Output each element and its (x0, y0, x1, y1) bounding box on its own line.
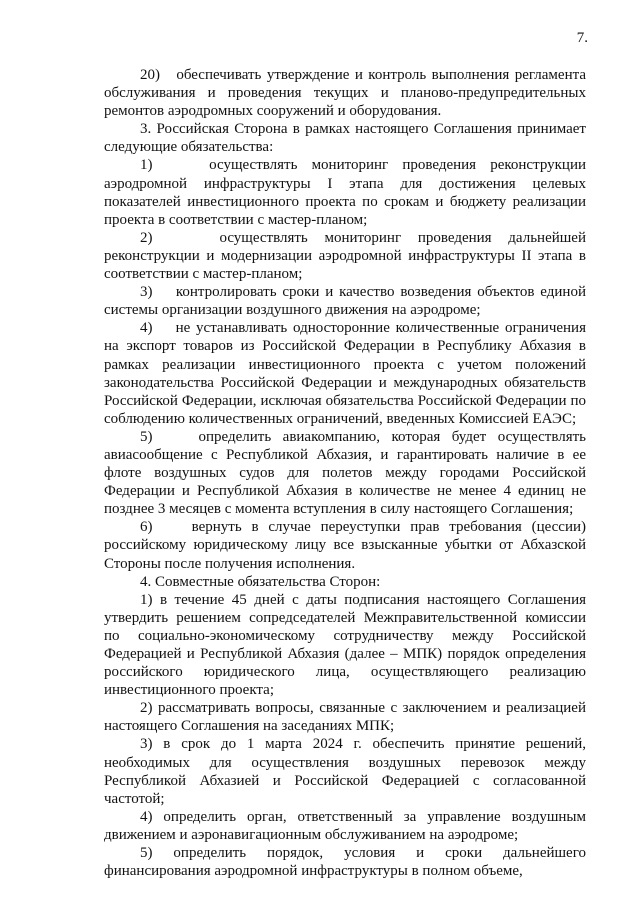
list-item: 3) в срок до 1 марта 2024 г. обеспечить принятие решений, необходимых для осуществления воздушных перевозок между Республикой Абхазией и Российской Федерацией с согласованной частотой; (104, 736, 586, 807)
list-item: 4) не устанавливать односторонние количественные ограничения на экспорт товаров из Российской Федерации в Республику Абхазия в рамках реализации инвестиционного проекта с учетом положений законодательства Российской Федерации и международных обязательств Российской Федерации, исключая обязательства Российской Федерации по соблюдению количественных ограничений, введенных Комиссией ЕАЭС; (104, 320, 586, 427)
section-3-heading: 3. Российская Сторона в рамках настоящего Соглашения принимает следующие обязательства: (104, 121, 586, 156)
list-item: 5) определить авиакомпанию, которая будет осуществлять авиасообщение с Республикой Абхазия, и гарантировать наличие в ее флоте воздушных судов для полетов между городами Российской Федерации и Республикой Абхазия в количестве не менее 4 единиц не позднее 3 месяцев с момента вступления в силу настоящего Соглашения; (104, 428, 586, 518)
page-number: 7. (576, 30, 588, 46)
list-item: 4) определить орган, ответственный за управление воздушным движением и аэронавигационным обслуживанием на аэродроме; (104, 808, 586, 843)
document-body (104, 66, 586, 880)
list-item: 2) рассматривать вопросы, связанные с заключением и реализацией настоящего Соглашения на заседаниях МПК; (104, 700, 586, 735)
paragraph-item-20: 20) обеспечивать утверждение и контроль выполнения регламента обслуживания и проведения текущих и планово-предупредительных ремонтов аэродромных сооружений и оборудования. (104, 67, 586, 120)
list-item: 2) осуществлять мониторинг проведения дальнейшей реконструкции и модернизации аэродромной инфраструктуры II этапа в соответствии с мастер-планом; (104, 229, 586, 283)
list-item: 6) вернуть в случае переуступки прав требования (цессии) российскому юридическому лицу все взысканные убытки от Абхазской Стороны после получения исполнения. (104, 519, 586, 572)
list-item: 1) в течение 45 дней с даты подписания настоящего Соглашения утвердить решением сопредседателей Межправительственной комиссии по социально-экономическому сотрудничеству между Российской Федерацией и Республикой Абхазия (далее – МПК) порядок определения российского юридического лица, осуществляющего реализацию инвестиционного проекта; (104, 591, 586, 699)
list-item: 3) контролировать сроки и качество возведения объектов единой системы организации воздушного движения на аэродроме; (104, 284, 586, 319)
section-4-heading: 4. Совместные обязательства Сторон: (140, 573, 381, 590)
list-item: 5) определить порядок, условия и сроки дальнейшего финансирования аэродромной инфраструктуры в полном объеме, (104, 845, 586, 880)
list-item: 1) осуществлять мониторинг проведения реконструкции аэродромной инфраструктуры I этапа для достижения целевых показателей инвестиционного проекта по срокам и бюджету реализации проекта в соответствии с мастер-планом; (104, 157, 586, 228)
